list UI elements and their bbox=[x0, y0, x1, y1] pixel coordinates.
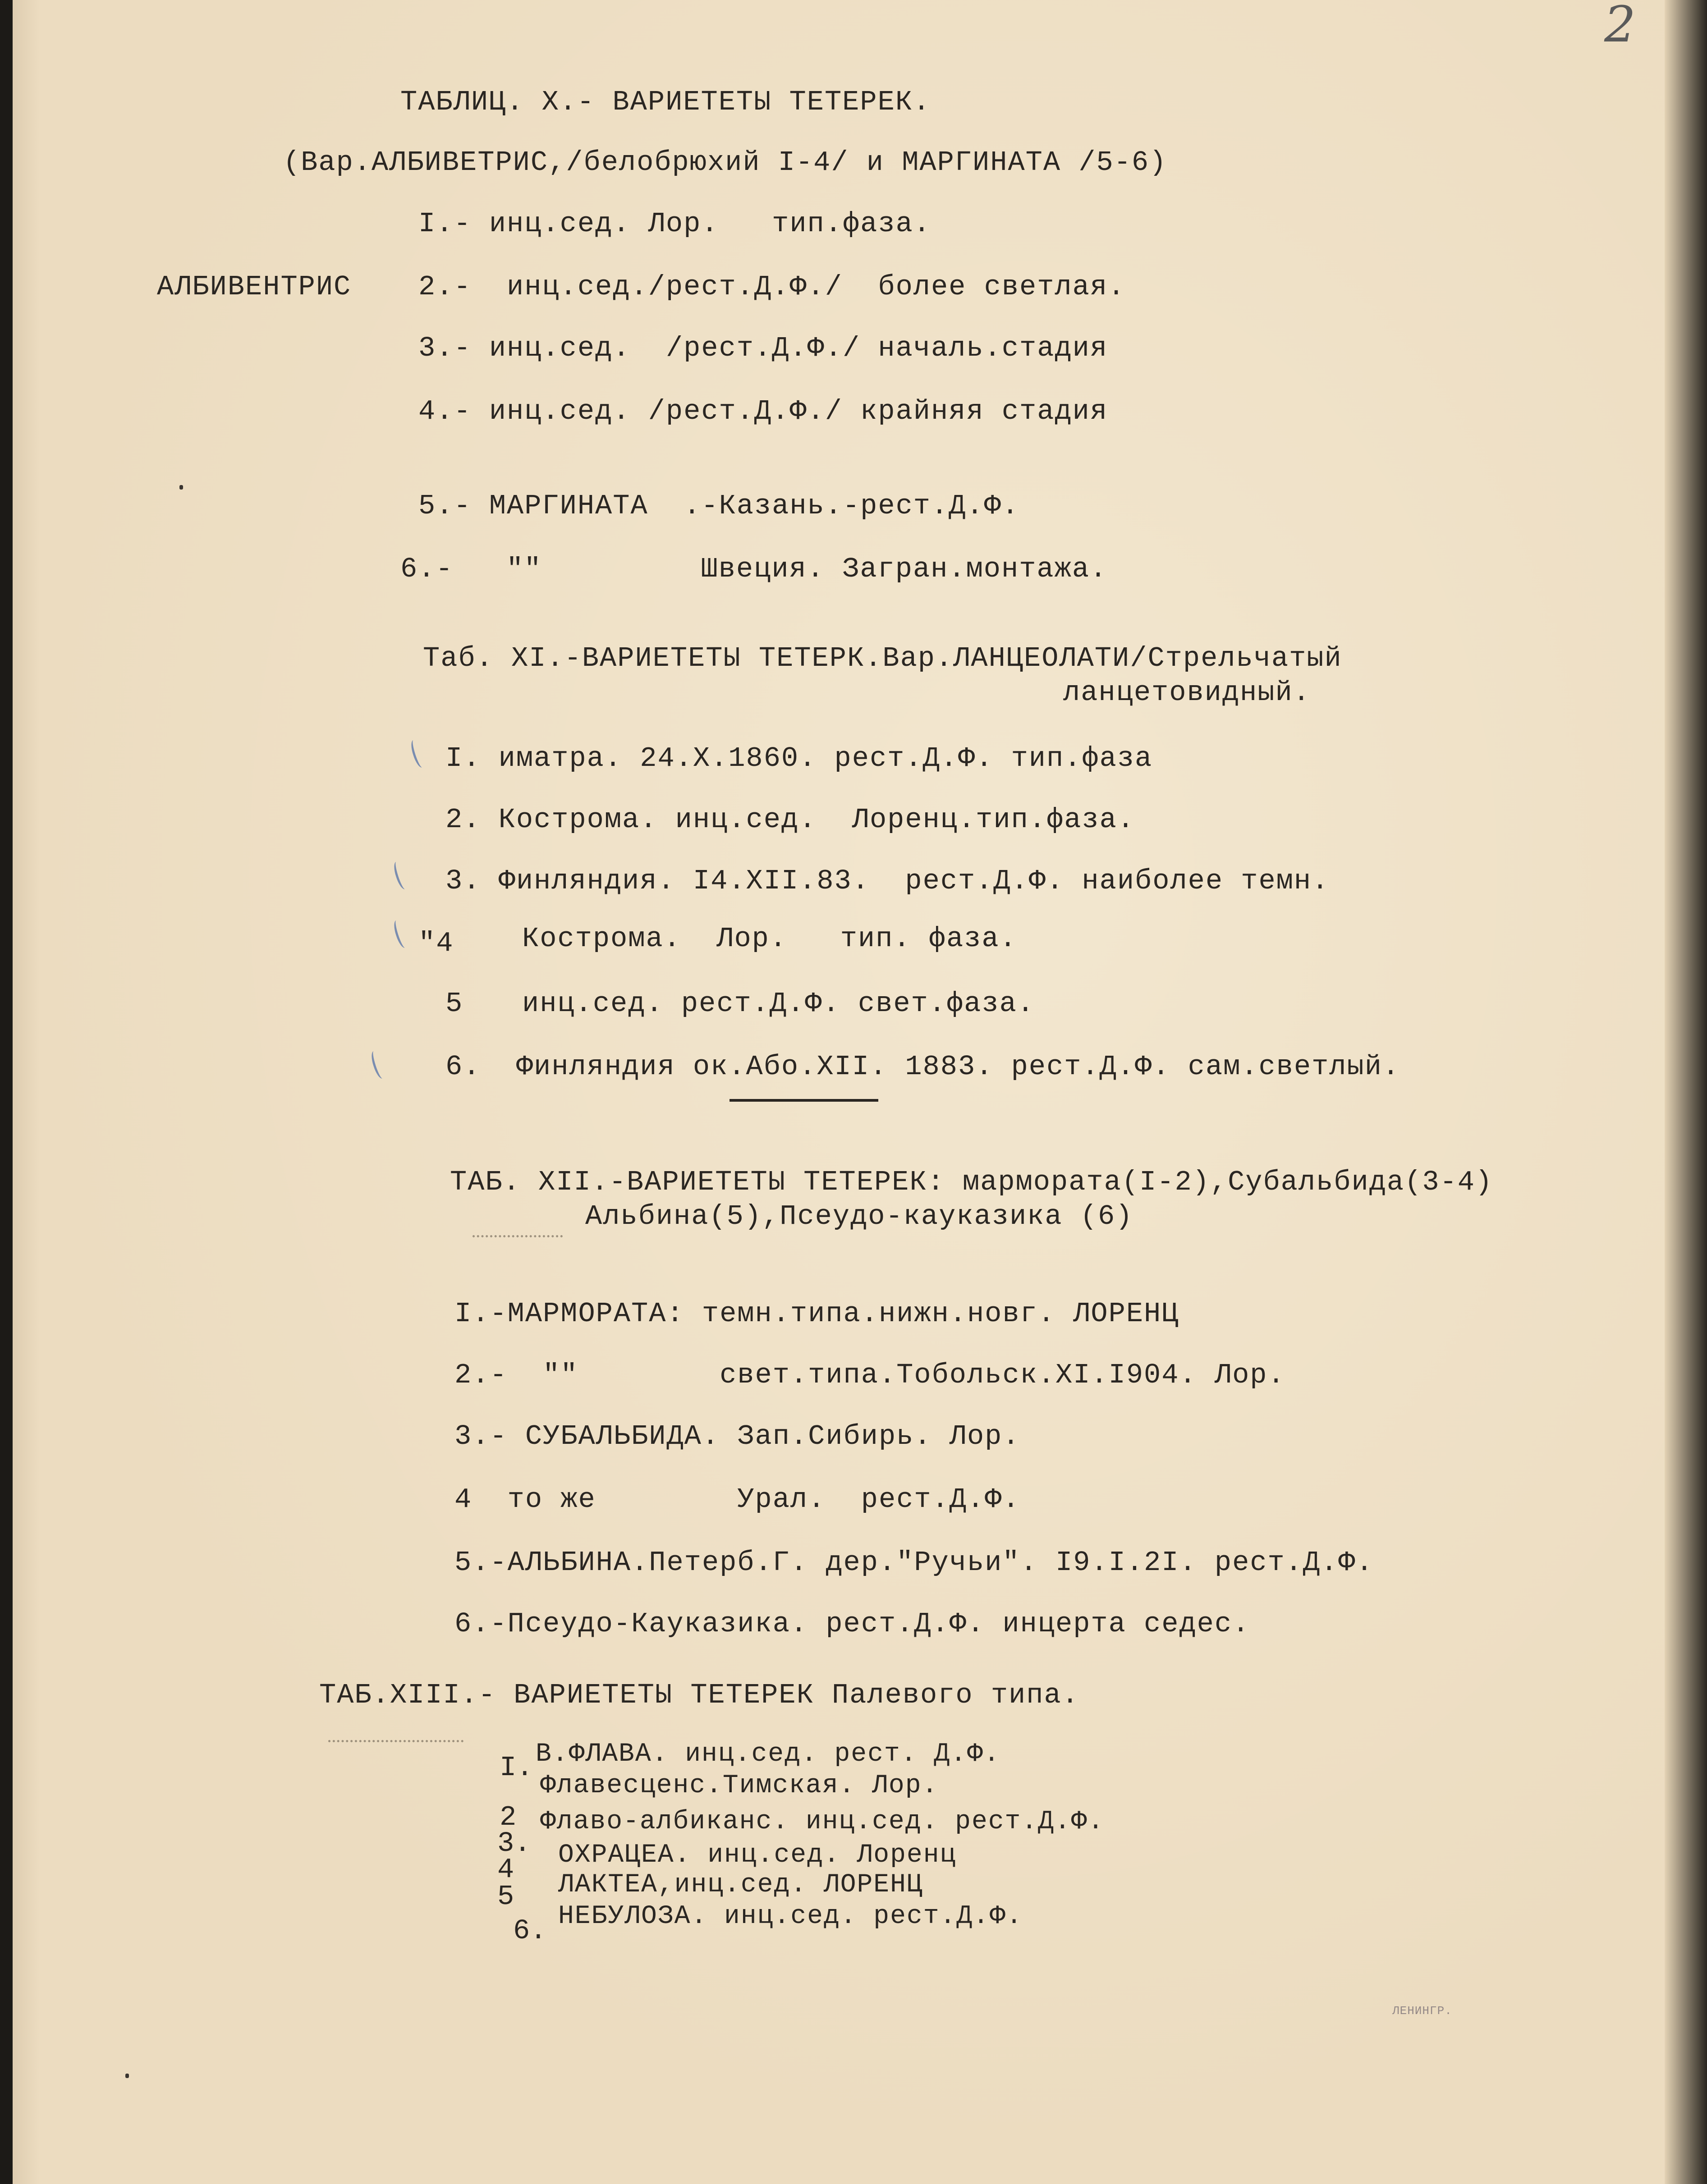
table-xi-row-4-number: "4 bbox=[418, 927, 454, 959]
table-x-subtitle: (Вар.АЛБИВЕТРИС,/белобрюхий I-4/ и МАРГИНАТА /5-6) bbox=[283, 147, 1167, 179]
table-xi-row-6: 6. Финляндия ок.Або.XII. 1883. рест.Д.Ф. сам.светлый. bbox=[445, 1051, 1400, 1083]
table-xiii-title: ТАБ.XIII.- ВАРИЕТЕТЫ ТЕТЕРЕК Палевого типа. bbox=[319, 1679, 1079, 1711]
table-xi-row-3: 3. Финляндия. I4.XII.83. рест.Д.Ф. наиболее темн. bbox=[445, 865, 1330, 897]
table-xi-row-2: 2. Кострома. инц.сед. Лоренц.тип.фаза. bbox=[445, 804, 1135, 836]
paper-mark bbox=[125, 2074, 129, 2078]
table-xi-row-1: I. иматра. 24.X.1860. рест.Д.Ф. тип.фаза bbox=[445, 742, 1153, 774]
table-xiii-number-1: I. bbox=[500, 1752, 533, 1784]
table-xi-row-4: Кострома. Лор. тип. фаза. bbox=[522, 923, 1017, 955]
faint-stamp: ЛЕНИНГР. bbox=[1392, 2004, 1452, 2018]
archive-page-number: 2 bbox=[1604, 0, 1636, 53]
table-xiii-number-2: 2 bbox=[500, 1801, 517, 1833]
table-x-row-6: 6.- "" Швеция. Загран.монтажа. bbox=[400, 553, 1108, 585]
table-xii-row-1: I.-МАРМОРАТА: темн.типа.нижн.новг. ЛОРЕНЦ bbox=[454, 1298, 1179, 1330]
table-xii-row-6: 6.-Псеудо-Кауказика. рест.Д.Ф. инцерта седес. bbox=[454, 1608, 1250, 1640]
table-xii-row-2: 2.- "" свет.типа.Тобольск.XI.I904. Лор. bbox=[454, 1359, 1285, 1391]
table-xii-row-3: 3.- СУБАЛЬБИДА. Зап.Сибирь. Лор. bbox=[454, 1420, 1020, 1452]
table-xi-row-5-number: 5 bbox=[445, 988, 463, 1020]
table-xii-row-4: 4 то же Урал. рест.Д.Ф. bbox=[454, 1483, 1020, 1516]
pencil-dots bbox=[473, 1235, 563, 1237]
table-xiii-row-5: ЛАКТЕА,инц.сед. ЛОРЕНЦ bbox=[558, 1870, 923, 1900]
table-xiii-row-2: Флавесценс.Тимская. Лор. bbox=[540, 1771, 939, 1800]
pencil-check-mark bbox=[392, 860, 410, 890]
table-xi-row-5: инц.сед. рест.Д.Ф. свет.фаза. bbox=[522, 988, 1035, 1020]
table-xiii-number-3: 3. bbox=[497, 1827, 531, 1859]
table-xii-title-line2: Альбина(5),Псеудо-кауказика (6) bbox=[585, 1200, 1133, 1232]
table-x-row-4: 4.- инц.сед. /рест.Д.Ф./ крайняя стадия bbox=[418, 395, 1108, 427]
table-x-row-5: 5.- МАРГИНАТА .-Казань.-рест.Д.Ф. bbox=[418, 490, 1020, 522]
pencil-check-mark bbox=[409, 738, 427, 769]
table-xi-title-line1: Таб. XI.-ВАРИЕТЕТЫ ТЕТЕРК.Вар.ЛАНЦЕОЛАТИ/Стрельчатый bbox=[423, 642, 1342, 674]
pencil-check-mark bbox=[392, 919, 410, 949]
section-divider bbox=[730, 1099, 878, 1102]
table-xiii-row-1: В.ФЛАВА. инц.сед. рест. Д.Ф. bbox=[536, 1740, 1000, 1769]
typewritten-page bbox=[13, 0, 1699, 2184]
table-xii-title-line1: ТАБ. XII.-ВАРИЕТЕТЫ ТЕТЕРЕК: мармората(I-2),Субальбида(3-4) bbox=[450, 1166, 1493, 1198]
table-xiii-number-4: 4 bbox=[497, 1854, 514, 1886]
table-x-row-1: I.- инц.сед. Лор. тип.фаза. bbox=[418, 208, 931, 240]
table-xii-row-5: 5.-АЛЬБИНА.Петерб.Г. дер."Ручьи". I9.I.2I. рест.Д.Ф. bbox=[454, 1547, 1374, 1579]
table-xiii-row-4: ОХРАЦЕА. инц.сед. Лоренц bbox=[558, 1841, 957, 1870]
table-x-row-3: 3.- инц.сед. /рест.Д.Ф./ началь.стадия bbox=[418, 332, 1108, 364]
page-edge-shadow bbox=[1665, 0, 1707, 2184]
table-xiii-row-6: НЕБУЛОЗА. инц.сед. рест.Д.Ф. bbox=[558, 1902, 1023, 1931]
table-xi-title-line2: ланцетовидный. bbox=[1063, 677, 1311, 709]
table-x-side-label: АЛБИВЕНТРИС bbox=[157, 271, 352, 303]
table-xiii-number-5: 5 bbox=[497, 1881, 514, 1913]
pencil-check-mark bbox=[369, 1049, 387, 1080]
paper-mark bbox=[179, 485, 183, 490]
table-x-row-2: 2.- инц.сед./рест.Д.Ф./ более светлая. bbox=[418, 271, 1126, 303]
pencil-dots bbox=[328, 1740, 463, 1742]
table-xiii-row-3: Флаво-албиканс. инц.сед. рест.Д.Ф. bbox=[540, 1807, 1105, 1836]
table-xiii-number-6: 6. bbox=[513, 1915, 547, 1947]
table-x-title: ТАБЛИЦ. X.- ВАРИЕТЕТЫ ТЕТЕРЕК. bbox=[400, 86, 931, 118]
